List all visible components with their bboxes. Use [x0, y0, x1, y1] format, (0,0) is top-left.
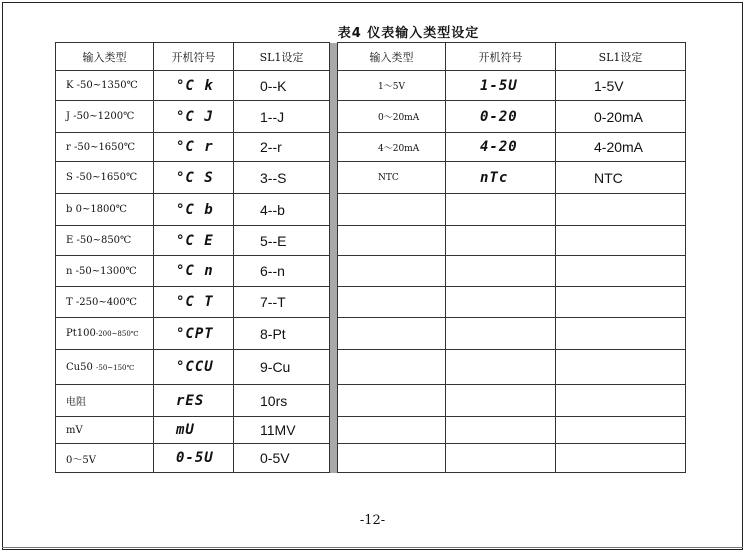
sl1-setting-cell-right — [556, 287, 686, 318]
boot-symbol-cell: °CPT — [154, 318, 234, 350]
input-type-cell-right — [338, 318, 446, 350]
input-type-cell-right — [338, 256, 446, 287]
column-divider — [330, 71, 338, 101]
table-row — [56, 417, 686, 444]
input-type-cell-right — [338, 350, 446, 385]
input-type-cell — [56, 101, 154, 133]
column-divider — [330, 256, 338, 287]
boot-symbol-cell: 0-5U — [154, 444, 234, 473]
sl1-setting-cell: 8-Pt — [234, 318, 330, 350]
input-type-text: J -50~1200℃ — [66, 111, 135, 122]
sl1-setting-cell-right: 4-20mA — [556, 133, 686, 162]
boot-symbol-cell-right — [446, 256, 556, 287]
boot-symbol-cell-right — [446, 385, 556, 417]
header-boot-symbol-right: 开机符号 — [446, 43, 556, 71]
boot-symbol-cell-right: 1-5U — [446, 71, 556, 101]
boot-symbol-cell: °C b — [154, 194, 234, 226]
input-type-cell-right: 1～5V — [338, 71, 446, 101]
input-type-cell — [56, 318, 154, 350]
input-type-range-small: -50~150℃ — [96, 363, 135, 372]
input-type-text: 0～5V — [66, 454, 96, 466]
header-sl1-setting-right: SL1设定 — [556, 43, 686, 71]
sl1-setting-cell-right — [556, 385, 686, 417]
input-type-cell-right — [338, 226, 446, 256]
input-type-cell — [56, 417, 154, 444]
sl1-setting-cell-right — [556, 444, 686, 473]
table-row — [56, 444, 686, 473]
sl1-setting-cell-right — [556, 226, 686, 256]
table-row — [56, 318, 686, 350]
header-row — [56, 43, 686, 71]
input-type-text: K -50~1350℃ — [66, 80, 138, 91]
table-row — [56, 287, 686, 318]
boot-symbol-cell-right — [446, 194, 556, 226]
sl1-setting-cell-right — [556, 350, 686, 385]
boot-symbol-cell: mU — [154, 417, 234, 444]
boot-symbol-cell-right: 4-20 — [446, 133, 556, 162]
page-number: -12- — [359, 513, 386, 528]
column-divider — [330, 43, 338, 71]
boot-symbol-cell-right — [446, 226, 556, 256]
table-row — [56, 385, 686, 417]
input-type-text: T -250~400℃ — [66, 296, 137, 308]
header-boot-symbol: 开机符号 — [154, 43, 234, 71]
input-type-cell — [56, 226, 154, 256]
sl1-setting-cell: 5--E — [234, 226, 330, 256]
input-type-cell-right: 0～20mA — [338, 101, 446, 133]
column-divider — [330, 318, 338, 350]
table-row — [56, 133, 686, 162]
input-type-cell-right — [338, 194, 446, 226]
input-type-text: E -50~850℃ — [66, 235, 132, 246]
boot-symbol-cell: °C J — [154, 101, 234, 133]
input-type-cell — [56, 385, 154, 417]
table-row — [56, 350, 686, 385]
table-title: 表4 仪表输入类型设定 — [337, 26, 480, 41]
boot-symbol-cell-right: nTc — [446, 162, 556, 194]
table-row — [56, 226, 686, 256]
table-row — [56, 101, 686, 133]
boot-symbol-cell: °C S — [154, 162, 234, 194]
sl1-setting-cell: 2--r — [234, 133, 330, 162]
sl1-setting-cell: 11MV — [234, 417, 330, 444]
boot-symbol-cell-right — [446, 318, 556, 350]
column-divider — [330, 101, 338, 133]
header-sl1-setting: SL1设定 — [234, 43, 330, 71]
sl1-setting-cell: 1--J — [234, 101, 330, 133]
boot-symbol-cell-right — [446, 417, 556, 444]
sl1-setting-cell-right — [556, 417, 686, 444]
sl1-setting-cell-right — [556, 318, 686, 350]
table-row — [56, 194, 686, 226]
boot-symbol-cell-right — [446, 444, 556, 473]
input-type-cell — [56, 287, 154, 318]
input-type-cell — [56, 350, 154, 385]
input-type-text: mV — [66, 424, 83, 436]
input-type-table — [55, 42, 686, 473]
column-divider — [330, 162, 338, 194]
sl1-setting-cell-right: 0-20mA — [556, 101, 686, 133]
boot-symbol-cell: °CCU — [154, 350, 234, 385]
sl1-setting-cell-right — [556, 256, 686, 287]
table-row — [56, 162, 686, 194]
sl1-setting-cell-right: NTC — [556, 162, 686, 194]
input-type-cell-right — [338, 287, 446, 318]
input-type-cell — [56, 444, 154, 473]
boot-symbol-cell-right — [446, 287, 556, 318]
table-row — [56, 71, 686, 101]
column-divider — [330, 444, 338, 473]
column-divider — [330, 133, 338, 162]
input-type-cell — [56, 71, 154, 101]
sl1-setting-cell: 6--n — [234, 256, 330, 287]
input-type-text: S -50~1650℃ — [66, 172, 138, 183]
input-type-cell-right: NTC — [338, 162, 446, 194]
boot-symbol-cell: °C E — [154, 226, 234, 256]
input-type-text: 电阻 — [66, 397, 86, 408]
input-type-text: Pt100 — [66, 328, 96, 339]
column-divider — [330, 417, 338, 444]
sl1-setting-cell: 0--K — [234, 71, 330, 101]
table-row — [56, 256, 686, 287]
header-input-type-right: 输入类型 — [338, 43, 446, 71]
sl1-setting-cell: 4--b — [234, 194, 330, 226]
column-divider — [330, 350, 338, 385]
boot-symbol-cell-right — [446, 350, 556, 385]
column-divider — [330, 287, 338, 318]
sl1-setting-cell-right: 1-5V — [556, 71, 686, 101]
input-type-cell — [56, 162, 154, 194]
sl1-setting-cell: 10rs — [234, 385, 330, 417]
input-type-cell-right — [338, 444, 446, 473]
input-type-text: Cu50 — [66, 361, 96, 373]
input-type-cell-right: 4～20mA — [338, 133, 446, 162]
input-type-text: b 0~1800℃ — [66, 204, 127, 215]
bottom-rule — [2, 547, 743, 548]
input-type-text: r -50~1650℃ — [66, 141, 136, 153]
sl1-setting-cell-right — [556, 194, 686, 226]
sl1-setting-cell: 9-Cu — [234, 350, 330, 385]
input-type-cell-right — [338, 417, 446, 444]
input-type-cell — [56, 133, 154, 162]
boot-symbol-cell: °C n — [154, 256, 234, 287]
boot-symbol-cell-right: 0-20 — [446, 101, 556, 133]
sl1-setting-cell: 3--S — [234, 162, 330, 194]
sl1-setting-cell: 0-5V — [234, 444, 330, 473]
header-input-type: 输入类型 — [56, 43, 154, 71]
input-type-cell — [56, 194, 154, 226]
column-divider — [330, 226, 338, 256]
input-type-cell — [56, 256, 154, 287]
boot-symbol-cell: rES — [154, 385, 234, 417]
boot-symbol-cell: °C r — [154, 133, 234, 162]
input-type-range-small: -200~850℃ — [95, 330, 139, 338]
column-divider — [330, 385, 338, 417]
column-divider — [330, 194, 338, 226]
sl1-setting-cell: 7--T — [234, 287, 330, 318]
boot-symbol-cell: °C T — [154, 287, 234, 318]
boot-symbol-cell: °C k — [154, 71, 234, 101]
input-type-cell-right — [338, 385, 446, 417]
input-type-text: n -50~1300℃ — [66, 265, 137, 277]
